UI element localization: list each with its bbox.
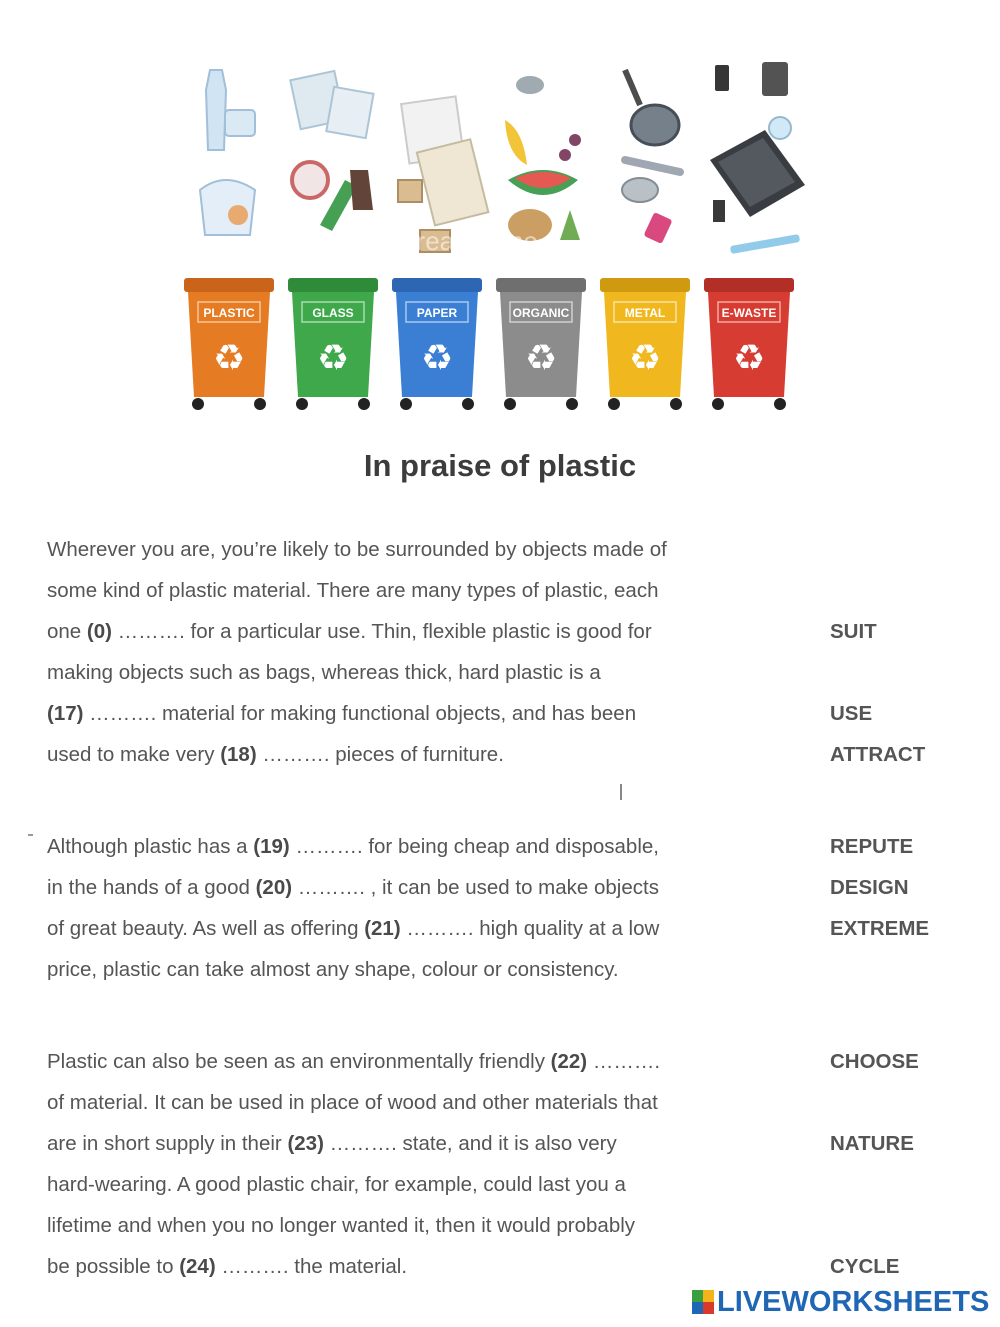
- word-formation-keyword: DESIGN: [830, 876, 909, 899]
- text-segment: ………. high quality at a low: [400, 917, 660, 940]
- svg-text:GLASS: GLASS: [312, 306, 354, 320]
- stray-dash: [28, 834, 33, 836]
- text-segment: ………. the material.: [215, 1255, 408, 1278]
- text-segment: lifetime and when you no longer wanted it, then it would probably: [47, 1214, 636, 1237]
- bin-organic: [496, 278, 586, 410]
- svg-text:♻: ♻: [212, 338, 246, 379]
- word-formation-keyword: REPUTE: [830, 835, 914, 858]
- liveworksheets-logo: [692, 1285, 989, 1319]
- text-line: [47, 652, 987, 693]
- text-line: [47, 867, 987, 908]
- svg-text:♻: ♻: [628, 338, 662, 379]
- text-segment: of great beauty. As well as offering: [47, 917, 365, 940]
- text-line: [47, 1123, 987, 1164]
- svg-text:PAPER: PAPER: [416, 306, 458, 320]
- word-formation-keyword: NATURE: [830, 1132, 914, 1155]
- text-line: [47, 734, 987, 775]
- gap-number: (24): [179, 1255, 216, 1278]
- text-segment: ………. material for making functional objects, and has been: [83, 702, 637, 725]
- word-formation-keyword: CHOOSE: [830, 1050, 919, 1073]
- svg-text:♻: ♻: [732, 338, 766, 379]
- gap-number: (20): [255, 876, 293, 899]
- text-segment: some kind of plastic material. There are many types of plastic, each: [47, 579, 659, 602]
- text-line: [47, 693, 987, 734]
- text-segment: used to make very: [47, 743, 221, 766]
- text-line: [47, 611, 987, 652]
- bin-e-waste: [704, 278, 794, 410]
- text-segment: ………. state, and it is also very: [323, 1132, 617, 1155]
- text-segment: ………. , it can be used to make objects: [292, 876, 659, 899]
- text-segment: of material. It can be used in place of wood and other materials that: [47, 1091, 658, 1114]
- text-line: [47, 1164, 987, 1205]
- svg-text:E-WASTE: E-WASTE: [721, 306, 777, 320]
- text-line: [47, 1205, 987, 1246]
- text-line: [47, 826, 987, 867]
- text-segment: be possible to: [47, 1255, 180, 1278]
- gap-number: (18): [220, 743, 257, 766]
- text-segment: hard-wearing. A good plastic chair, for example, could last you a: [47, 1173, 626, 1196]
- stray-mark: [620, 784, 622, 800]
- svg-text:♻: ♻: [524, 338, 558, 379]
- page-title: In praise of plastic: [363, 448, 637, 483]
- text-segment: Wherever you are, you’re likely to be surrounded by objects made of: [47, 538, 667, 561]
- svg-text:PLASTIC: PLASTIC: [203, 306, 255, 320]
- svg-text:♻: ♻: [316, 338, 350, 379]
- gap-number: (23): [287, 1132, 324, 1155]
- word-formation-keyword: ATTRACT: [830, 743, 926, 766]
- paragraph-2: [47, 826, 987, 990]
- text-line: [47, 1082, 987, 1123]
- text-segment: ………. for being cheap and disposable,: [289, 835, 659, 858]
- text-line: [47, 1246, 987, 1287]
- svg-text:♻: ♻: [420, 338, 454, 379]
- text-segment: price, plastic can take almost any shape, colour or consistency.: [47, 958, 619, 981]
- svg-text:ORGANIC: ORGANIC: [512, 306, 570, 320]
- word-formation-keyword: CYCLE: [830, 1255, 900, 1278]
- paragraph-1: [47, 529, 987, 775]
- logo-text: LIVEWORKSHEETS: [717, 1285, 990, 1318]
- text-line: [47, 908, 987, 949]
- text-line: [47, 1041, 987, 1082]
- gap-number: (21): [364, 917, 401, 940]
- bin-metal: [600, 278, 690, 410]
- bin-paper: [392, 278, 482, 410]
- text-line: [47, 570, 987, 611]
- bin-glass: [288, 278, 378, 410]
- text-segment: are in short supply in their: [47, 1132, 288, 1155]
- text-segment: Plastic can also be seen as an environmentally friendly: [47, 1050, 551, 1073]
- text-segment: ………. for a particular use. Thin, flexible plastic is good for: [111, 620, 652, 643]
- text-segment: making objects such as bags, whereas thick, hard plastic is a: [47, 661, 601, 684]
- word-formation-keyword: EXTREME: [830, 917, 930, 940]
- paragraph-3: [47, 1041, 987, 1287]
- watermark-text: dreamstime: [402, 226, 538, 256]
- gap-number: (22): [550, 1050, 588, 1073]
- word-formation-keyword: SUIT: [830, 620, 877, 643]
- svg-text:METAL: METAL: [624, 306, 666, 320]
- recycling-bins-illustration: [170, 50, 820, 420]
- text-line: [47, 949, 987, 990]
- bin-plastic: [184, 278, 274, 410]
- gap-number: (17): [47, 702, 84, 725]
- gap-number: (0): [86, 620, 112, 643]
- text-segment: one: [47, 620, 87, 643]
- logo-badge-icon: [692, 1290, 714, 1314]
- word-formation-keyword: USE: [830, 702, 873, 725]
- text-segment: Although plastic has a: [47, 835, 254, 858]
- text-line: [47, 529, 987, 570]
- gap-number: (19): [253, 835, 290, 858]
- text-segment: ……….: [587, 1050, 661, 1073]
- text-segment: in the hands of a good: [47, 876, 256, 899]
- text-segment: ………. pieces of furniture.: [256, 743, 504, 766]
